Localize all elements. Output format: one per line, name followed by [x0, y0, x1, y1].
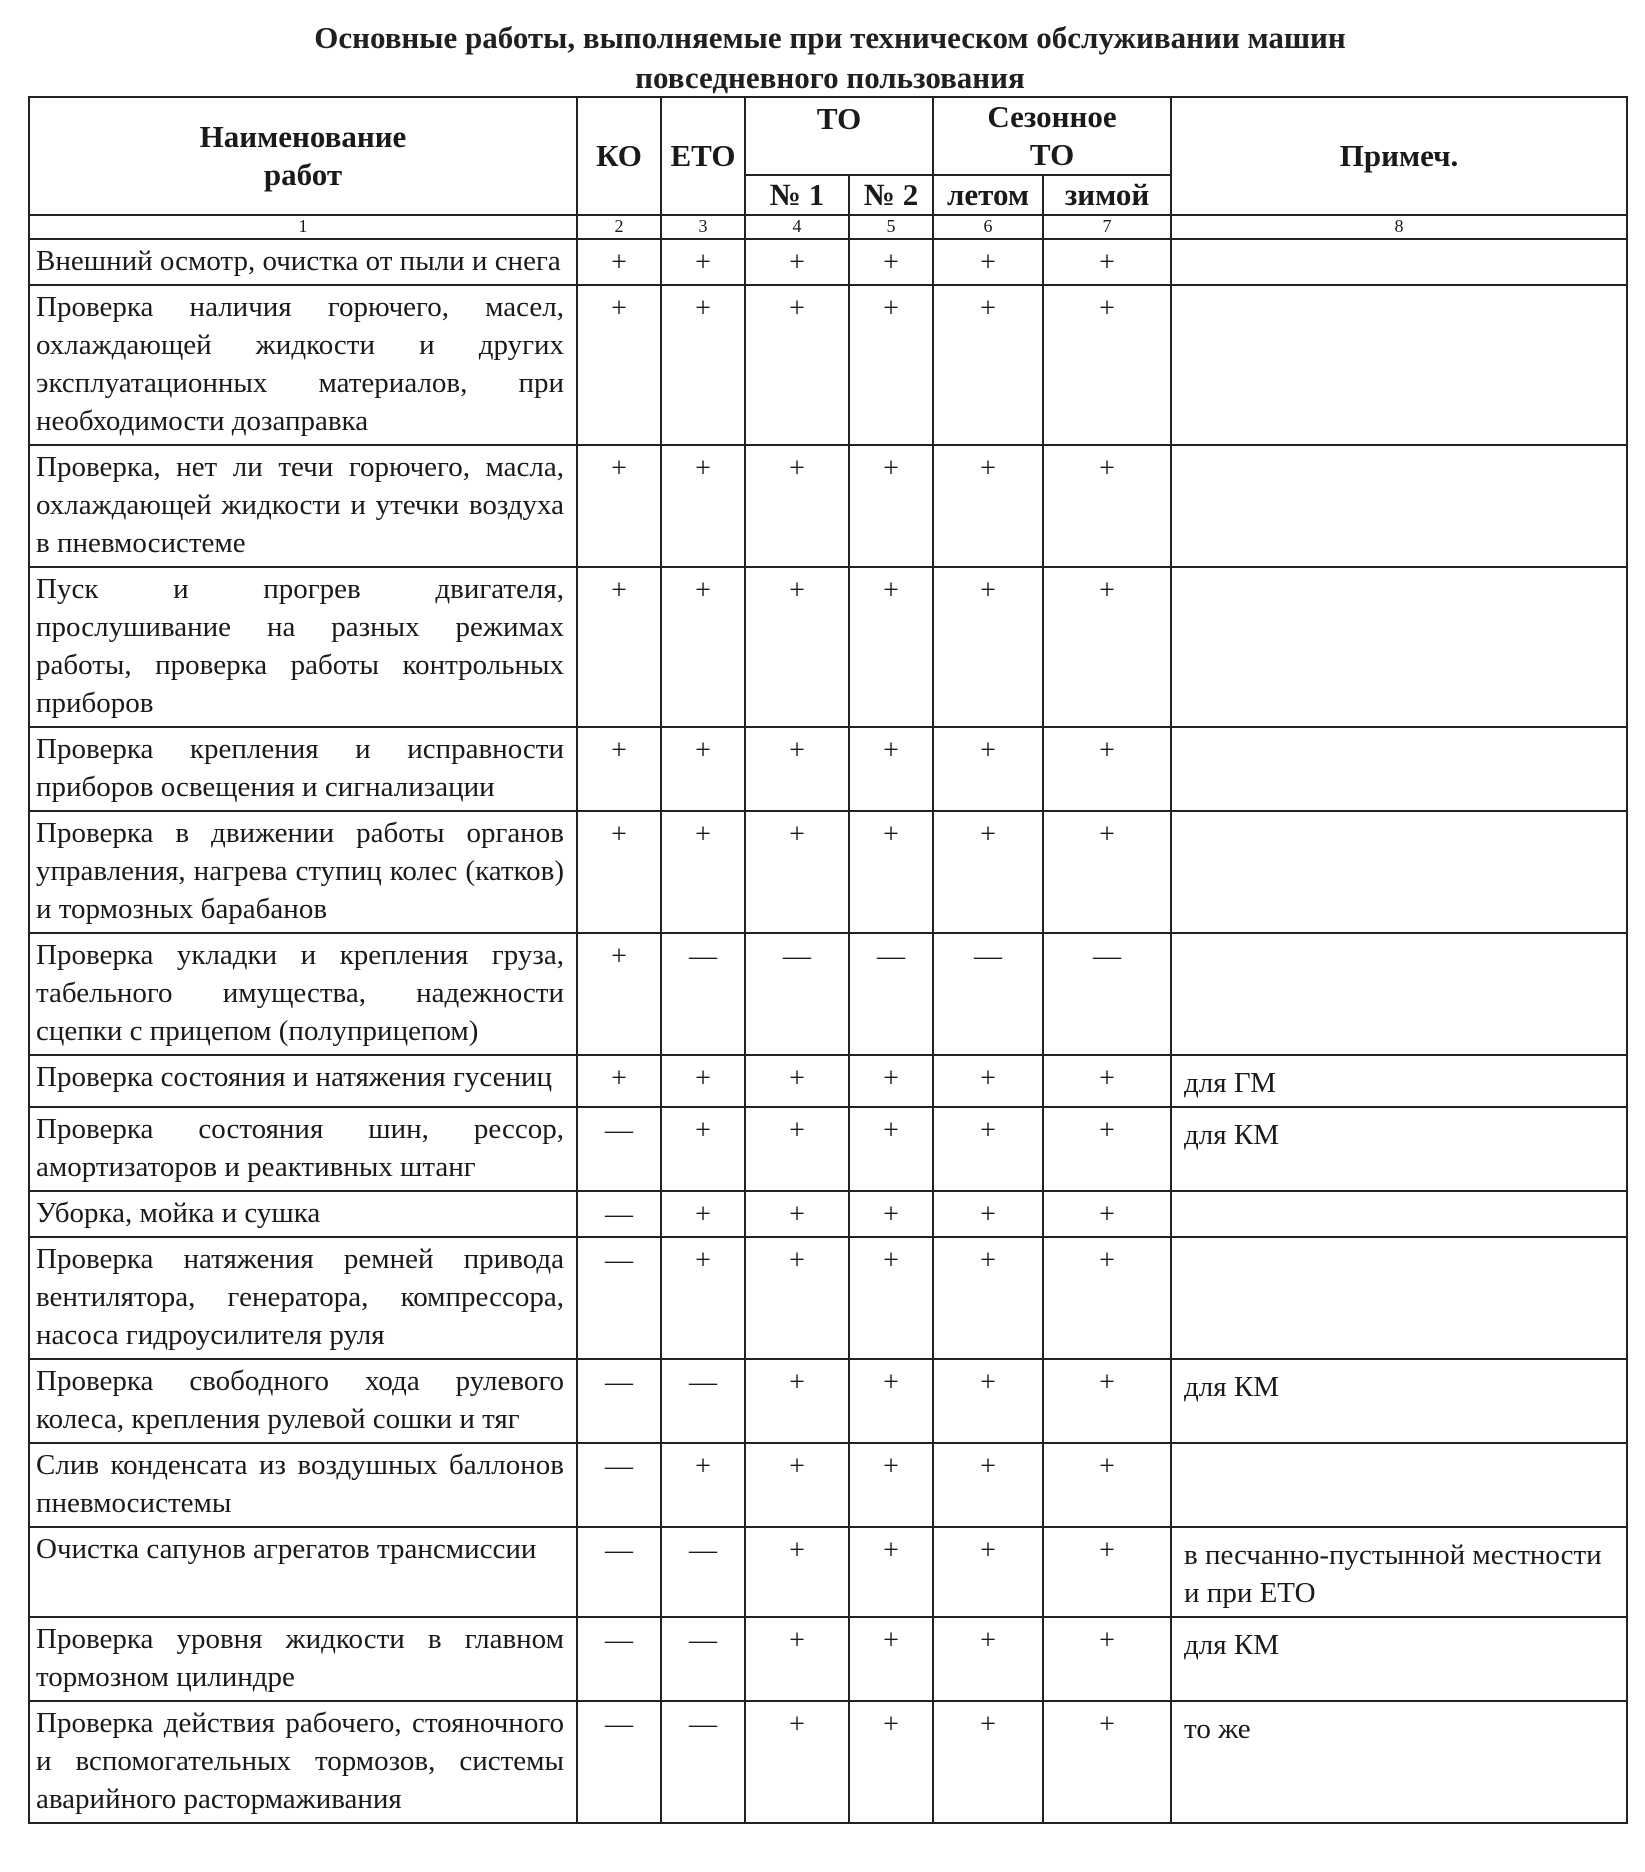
eto-mark-cell: + — [661, 1443, 745, 1527]
table-row — [29, 1527, 1627, 1617]
summer-mark-cell: + — [933, 1359, 1043, 1443]
table-row — [29, 811, 1627, 933]
table-row — [29, 445, 1627, 567]
column-number: 1 — [29, 215, 577, 239]
to1-mark-cell: + — [745, 567, 849, 727]
column-number: 8 — [1171, 215, 1627, 239]
header-note: Примеч. — [1171, 97, 1627, 215]
ko-mark-cell: — — [577, 1527, 661, 1617]
header-name-line-2: работ — [263, 157, 343, 192]
note-cell — [1171, 811, 1627, 933]
table-row — [29, 727, 1627, 811]
work-name-cell: Проверка в движении работы органов управления, нагрева ступиц колес (катков) и тормозных барабанов — [29, 811, 577, 933]
to2-mark-cell: + — [849, 445, 933, 567]
summer-mark-cell: + — [933, 239, 1043, 285]
work-name-cell: Проверка состояния шин, рессор, амортизаторов и реактивных штанг — [29, 1107, 577, 1191]
table-row — [29, 567, 1627, 727]
to2-mark-cell: + — [849, 1701, 933, 1823]
to2-mark-cell: + — [849, 1191, 933, 1237]
to2-mark-cell: + — [849, 567, 933, 727]
eto-mark-cell: — — [661, 1701, 745, 1823]
header-seasonal-line-1: Сезонное — [987, 99, 1117, 134]
table-row — [29, 1701, 1627, 1823]
ko-mark-cell: + — [577, 1055, 661, 1107]
work-name-cell: Проверка укладки и крепления груза, табельного имущества, надежности сцепки с прицепом (полуприцепом) — [29, 933, 577, 1055]
summer-mark-cell: + — [933, 1617, 1043, 1701]
winter-mark-cell: + — [1043, 445, 1171, 567]
header-to: ТО — [745, 97, 933, 175]
winter-mark-cell: + — [1043, 1701, 1171, 1823]
eto-mark-cell: — — [661, 1617, 745, 1701]
to1-mark-cell: + — [745, 1359, 849, 1443]
ko-mark-cell: + — [577, 285, 661, 445]
eto-mark-cell: + — [661, 1237, 745, 1359]
to1-mark-cell: + — [745, 239, 849, 285]
maintenance-works-table — [28, 96, 1628, 1824]
eto-mark-cell: + — [661, 1055, 745, 1107]
ko-mark-cell: — — [577, 1359, 661, 1443]
note-cell: для КМ — [1171, 1359, 1627, 1443]
to1-mark-cell: + — [745, 1107, 849, 1191]
column-number: 4 — [745, 215, 849, 239]
ko-mark-cell: + — [577, 727, 661, 811]
work-name-cell: Пуск и прогрев двигателя, прослушивание на разных режимах работы, проверка работы контрольных приборов — [29, 567, 577, 727]
ko-mark-cell: — — [577, 1237, 661, 1359]
ko-mark-cell: — — [577, 1701, 661, 1823]
winter-mark-cell: + — [1043, 1237, 1171, 1359]
work-name-cell: Уборка, мойка и сушка — [29, 1191, 577, 1237]
note-cell: для КМ — [1171, 1107, 1627, 1191]
winter-mark-cell: + — [1043, 1617, 1171, 1701]
column-number: 5 — [849, 215, 933, 239]
summer-mark-cell: + — [933, 811, 1043, 933]
header-name-line-1: Наименование — [199, 119, 407, 154]
table-row — [29, 933, 1627, 1055]
to1-mark-cell: — — [745, 933, 849, 1055]
to1-mark-cell: + — [745, 1617, 849, 1701]
ko-mark-cell: + — [577, 239, 661, 285]
eto-mark-cell: + — [661, 239, 745, 285]
to1-mark-cell: + — [745, 1191, 849, 1237]
title-line-2: повседневного пользования — [635, 60, 1025, 95]
to2-mark-cell: + — [849, 1107, 933, 1191]
header-eto: ЕТО — [661, 97, 745, 215]
to1-mark-cell: + — [745, 285, 849, 445]
work-name-cell: Проверка свободного хода рулевого колеса, крепления рулевой сошки и тяг — [29, 1359, 577, 1443]
winter-mark-cell: + — [1043, 1527, 1171, 1617]
to1-mark-cell: + — [745, 1443, 849, 1527]
column-number: 6 — [933, 215, 1043, 239]
to2-mark-cell: — — [849, 933, 933, 1055]
ko-mark-cell: + — [577, 933, 661, 1055]
column-number: 7 — [1043, 215, 1171, 239]
winter-mark-cell: + — [1043, 285, 1171, 445]
winter-mark-cell: + — [1043, 239, 1171, 285]
table-row — [29, 1617, 1627, 1701]
to2-mark-cell: + — [849, 1237, 933, 1359]
note-cell — [1171, 1237, 1627, 1359]
summer-mark-cell: + — [933, 1701, 1043, 1823]
note-cell: для ГМ — [1171, 1055, 1627, 1107]
eto-mark-cell: — — [661, 1527, 745, 1617]
to2-mark-cell: + — [849, 239, 933, 285]
winter-mark-cell: + — [1043, 727, 1171, 811]
column-number: 2 — [577, 215, 661, 239]
summer-mark-cell: + — [933, 1055, 1043, 1107]
to1-mark-cell: + — [745, 1055, 849, 1107]
to2-mark-cell: + — [849, 1617, 933, 1701]
header-to-2: № 2 — [849, 175, 933, 215]
note-cell — [1171, 239, 1627, 285]
ko-mark-cell: — — [577, 1107, 661, 1191]
summer-mark-cell: + — [933, 445, 1043, 567]
eto-mark-cell: — — [661, 1359, 745, 1443]
note-cell — [1171, 567, 1627, 727]
work-name-cell: Проверка состояния и натяжения гусениц — [29, 1055, 577, 1107]
table-row — [29, 1191, 1627, 1237]
document-title — [120, 18, 1540, 98]
summer-mark-cell: + — [933, 1527, 1043, 1617]
header-seasonal-line-2: ТО — [1029, 137, 1075, 172]
winter-mark-cell: + — [1043, 1359, 1171, 1443]
work-name-cell: Проверка натяжения ремней привода вентилятора, генератора, компрессора, насоса гидроусилителя руля — [29, 1237, 577, 1359]
summer-mark-cell: + — [933, 1191, 1043, 1237]
winter-mark-cell: + — [1043, 811, 1171, 933]
table-row — [29, 1359, 1627, 1443]
note-cell — [1171, 933, 1627, 1055]
eto-mark-cell: + — [661, 811, 745, 933]
to2-mark-cell: + — [849, 1527, 933, 1617]
table-row — [29, 1237, 1627, 1359]
to2-mark-cell: + — [849, 285, 933, 445]
ko-mark-cell: — — [577, 1617, 661, 1701]
table-row — [29, 285, 1627, 445]
to1-mark-cell: + — [745, 1701, 849, 1823]
note-cell — [1171, 727, 1627, 811]
summer-mark-cell: + — [933, 1237, 1043, 1359]
note-cell: в песчанно-пустынной местности и при ЕТО — [1171, 1527, 1627, 1617]
work-name-cell: Проверка крепления и исправности приборов освещения и сигнализации — [29, 727, 577, 811]
eto-mark-cell: + — [661, 567, 745, 727]
table-row — [29, 1055, 1627, 1107]
eto-mark-cell: + — [661, 727, 745, 811]
header-ko: КО — [577, 97, 661, 215]
ko-mark-cell: — — [577, 1191, 661, 1237]
ko-mark-cell: + — [577, 567, 661, 727]
work-name-cell: Проверка наличия горючего, масел, охлаждающей жидкости и других эксплуатационных материалов, при необходимости дозаправка — [29, 285, 577, 445]
eto-mark-cell: + — [661, 1107, 745, 1191]
note-cell — [1171, 445, 1627, 567]
to1-mark-cell: + — [745, 1527, 849, 1617]
header-seasonal-to — [933, 97, 1171, 175]
note-cell — [1171, 1191, 1627, 1237]
table-body — [29, 239, 1627, 1823]
table-row — [29, 1443, 1627, 1527]
to1-mark-cell: + — [745, 1237, 849, 1359]
winter-mark-cell: + — [1043, 1055, 1171, 1107]
note-cell — [1171, 285, 1627, 445]
ko-mark-cell: — — [577, 1443, 661, 1527]
winter-mark-cell: — — [1043, 933, 1171, 1055]
work-name-cell: Слив конденсата из воздушных баллонов пневмосистемы — [29, 1443, 577, 1527]
ko-mark-cell: + — [577, 811, 661, 933]
table-row — [29, 1107, 1627, 1191]
work-name-cell: Проверка, нет ли течи горючего, масла, охлаждающей жидкости и утечки воздуха в пневмосистеме — [29, 445, 577, 567]
winter-mark-cell: + — [1043, 1443, 1171, 1527]
note-cell — [1171, 1443, 1627, 1527]
to2-mark-cell: + — [849, 1055, 933, 1107]
to1-mark-cell: + — [745, 811, 849, 933]
eto-mark-cell: + — [661, 445, 745, 567]
eto-mark-cell: + — [661, 285, 745, 445]
summer-mark-cell: + — [933, 1443, 1043, 1527]
to1-mark-cell: + — [745, 727, 849, 811]
summer-mark-cell: + — [933, 727, 1043, 811]
column-number: 3 — [661, 215, 745, 239]
summer-mark-cell: + — [933, 567, 1043, 727]
note-cell: для КМ — [1171, 1617, 1627, 1701]
summer-mark-cell: + — [933, 285, 1043, 445]
winter-mark-cell: + — [1043, 567, 1171, 727]
work-name-cell: Очистка сапунов агрегатов трансмиссии — [29, 1527, 577, 1617]
header-to-1: № 1 — [745, 175, 849, 215]
summer-mark-cell: + — [933, 1107, 1043, 1191]
to2-mark-cell: + — [849, 1443, 933, 1527]
note-cell: то же — [1171, 1701, 1627, 1823]
ko-mark-cell: + — [577, 445, 661, 567]
to1-mark-cell: + — [745, 445, 849, 567]
work-name-cell: Проверка действия рабочего, стояночного и вспомогательных тормозов, системы аварийного растормаживания — [29, 1701, 577, 1823]
header-winter: зимой — [1043, 175, 1171, 215]
winter-mark-cell: + — [1043, 1191, 1171, 1237]
table-row — [29, 239, 1627, 285]
header-work-name — [29, 97, 577, 215]
to2-mark-cell: + — [849, 1359, 933, 1443]
to2-mark-cell: + — [849, 727, 933, 811]
work-name-cell: Проверка уровня жидкости в главном тормозном цилиндре — [29, 1617, 577, 1701]
winter-mark-cell: + — [1043, 1107, 1171, 1191]
work-name-cell: Внешний осмотр, очистка от пыли и снега — [29, 239, 577, 285]
title-line-1: Основные работы, выполняемые при техническом обслуживании машин — [314, 20, 1346, 55]
summer-mark-cell: — — [933, 933, 1043, 1055]
eto-mark-cell: — — [661, 933, 745, 1055]
eto-mark-cell: + — [661, 1191, 745, 1237]
header-summer: летом — [933, 175, 1043, 215]
to2-mark-cell: + — [849, 811, 933, 933]
